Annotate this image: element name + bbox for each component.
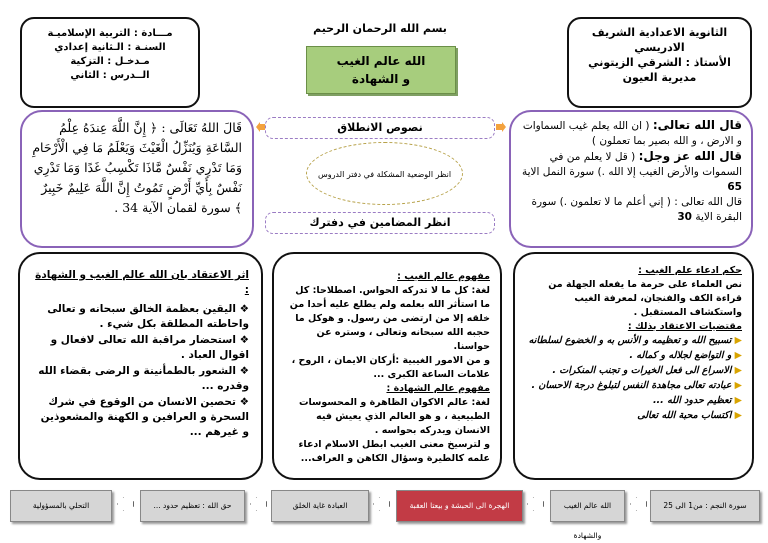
- school-line-1: الثانوية الاعدادية الشريف: [591, 26, 728, 39]
- ruling-heading: حكم ادعاء علم الغيب :: [638, 265, 742, 276]
- witnessed-definition: لغة: عالم الاكوان الظاهرة و المحسوسات الطبيعية ، و هو العالم الذي يعيش فيه الانسان ويدركه بحواسه .: [298, 397, 490, 436]
- nav-arrow-icon: [373, 497, 390, 511]
- lesson-title: [306, 46, 456, 94]
- subject-line-1: مـــادة : التربية الإسلاميـة: [47, 28, 173, 39]
- ruling-text: نص العلماء على حرمة ما يفعله الجهلة من قراءة الكف والفنجان، لمعرفة الغيب واستكشاف المستقبل .: [548, 279, 742, 318]
- verse-2-number: 65: [727, 181, 742, 193]
- teacher-line: الأستاذ : الشرقي الزيتوني: [588, 56, 731, 69]
- list-item: ▶ اكتساب محبة الله تعالى: [525, 409, 742, 423]
- list-item: ▶ و التواضع لجلاله و كماله .: [525, 349, 742, 363]
- effects-list: [32, 302, 249, 440]
- lesson-title-line-1: الله عالم الغيب: [336, 54, 426, 68]
- unseen-concept-heading: مفهوم عالم الغيب :: [397, 271, 490, 282]
- effects-column: [18, 252, 263, 480]
- subject-line-2: السنـة : الـثانية إعدادي: [54, 42, 166, 53]
- nav-hijra[interactable]: الهجرة الى الحبشة و بيعتا العقبة: [396, 490, 523, 522]
- unseen-definition: لغة: كل ما لا تدركه الحواس. اصطلاحا: كل ما استأثر الله بعلمه ولم يطلع عليه أحدا من خلقه إلا من ارتضى من رسول. و هوكل ما حجبه الله سبحانه وتعالى ، وستره عن حواسنا.: [289, 285, 490, 352]
- lesson-title-line-2: و الشهادة: [351, 72, 411, 86]
- school-line-2: الادريسي: [634, 41, 685, 54]
- list-item: ❖ استحضار مراقبة الله تعالى لافعال و اقوال العباد .: [32, 333, 249, 363]
- verse-1-heading: قال الله تعالى:: [652, 118, 742, 132]
- school-info-box: [567, 17, 752, 108]
- problem-situation-ellipse: انظر الوضعية المشكلة في دفتر الدروس: [306, 142, 463, 205]
- quran-verse-left: قَالَ اللهُ تَعَالَى : ﴿ إِنَّ اللَّهَ عِندَهُ عِلْمُ السَّاعَةِ وَيُنَزِّلُ الْغَيْثَ وَيَعْلَمُ مَا فِي الْأَرْحَامِ وَمَا تَدْرِي نَفْسٌ مَّاذَا تَكْسِبُ غَدًا وَمَا تَدْرِي نَفْسٌ بِأَيِّ أَرْضٍ تَمُوتُ إِنَّ اللَّهَ عَلِيمٌ خَبِيرٌ ﴾ سورة لقمان الآية 34 .: [20, 110, 254, 248]
- nav-arrow-icon: [630, 497, 647, 511]
- list-item: ▶ تسبيح الله و تعظيمه و الأنس به و الخضوع لسلطانه: [525, 334, 742, 348]
- nav-rights-of-god[interactable]: حق الله : تعظيم حدود ...: [140, 490, 245, 522]
- quran-verses-right: [509, 110, 753, 248]
- requirements-list: [525, 334, 742, 423]
- verse-3-number: 30: [677, 211, 692, 223]
- verse-2-text: ( قل لا يعلم من في السموات والأرض الغيب إلا الله .) سورة النمل الاية: [521, 151, 742, 178]
- nav-current-lesson[interactable]: الله عالم الغيب والشهادة: [550, 490, 625, 522]
- list-item: ▶ الاسراع الى فعل الخيرات و تجنب المنكرات .: [525, 364, 742, 378]
- nav-surah-najm[interactable]: سورة النجم : من1 الى 25: [650, 490, 760, 522]
- effects-heading: اثر الاعتقاد بان الله عالم الغيب و الشهادة :: [35, 269, 249, 296]
- list-item: ▶ تعظيم حدود الله ...: [525, 394, 742, 408]
- witnessed-concept-heading: مفهوم عالم الشهادة :: [386, 383, 490, 394]
- ruling-column: [513, 252, 754, 480]
- subject-info-box: [20, 17, 200, 108]
- nav-worship[interactable]: العبادة غاية الخلق: [271, 490, 369, 522]
- list-item: ▶ عبادته تعالى مجاهدة النفس لتبلوغ درجة الاحسان .: [525, 379, 742, 393]
- basmala: بسم الله الرحمان الرحيم: [313, 22, 447, 35]
- starting-texts-label: نصوص الانطلاق: [265, 117, 495, 139]
- requirements-heading: مقتضيات الاعتقاد بذلك :: [627, 321, 742, 332]
- unseen-examples: و من الامور الغيبية :أركان الايمان ، الروح ، علامات الساعة الكبرى ...: [291, 355, 490, 380]
- concepts-column: [272, 252, 502, 480]
- conclusion-text: و لترسيخ معنى الغيب ابطل الاسلام ادعاء علمه كالطيرة وسؤال الكاهن و العراف...: [298, 439, 490, 464]
- verse-2-heading: قال الله عز وجل:: [638, 149, 742, 163]
- nav-responsibility[interactable]: التحلي بالمسؤولية: [10, 490, 112, 522]
- orange-arrow-right-icon: [496, 122, 506, 132]
- subject-line-4: الــدرس : الثاني: [70, 70, 150, 81]
- directorate-line: مديرية العيون: [622, 71, 697, 84]
- list-item: ❖ الشعور بالطمأنينة و الرضى بقضاء الله وقدره ...: [32, 364, 249, 394]
- nav-arrow-icon: [527, 497, 544, 511]
- verse-3-text: قال الله تعالى : ( إني أعلم ما لا تعلمون .) سورة البقرة الاية: [531, 196, 742, 223]
- nav-arrow-icon: [117, 497, 134, 511]
- topics-label: انظر المضامين في دفترك: [265, 212, 495, 234]
- verse-1-text: ( ان الله يعلم غيب السماوات و الارض ، و الله بصير بما تعملون ): [522, 120, 742, 147]
- list-item: ❖ اليقين بعظمة الخالق سبحانه و تعالى واحاطته المطلقة بكل شيء .: [32, 302, 249, 332]
- nav-arrow-icon: [250, 497, 267, 511]
- list-item: ❖ تحصين الانسان من الوقوع في شرك السحرة و العرافين و الكهنة والمشعوذين و غيرهم ...: [32, 395, 249, 440]
- subject-line-3: مـدخـل : التزكية: [70, 56, 150, 67]
